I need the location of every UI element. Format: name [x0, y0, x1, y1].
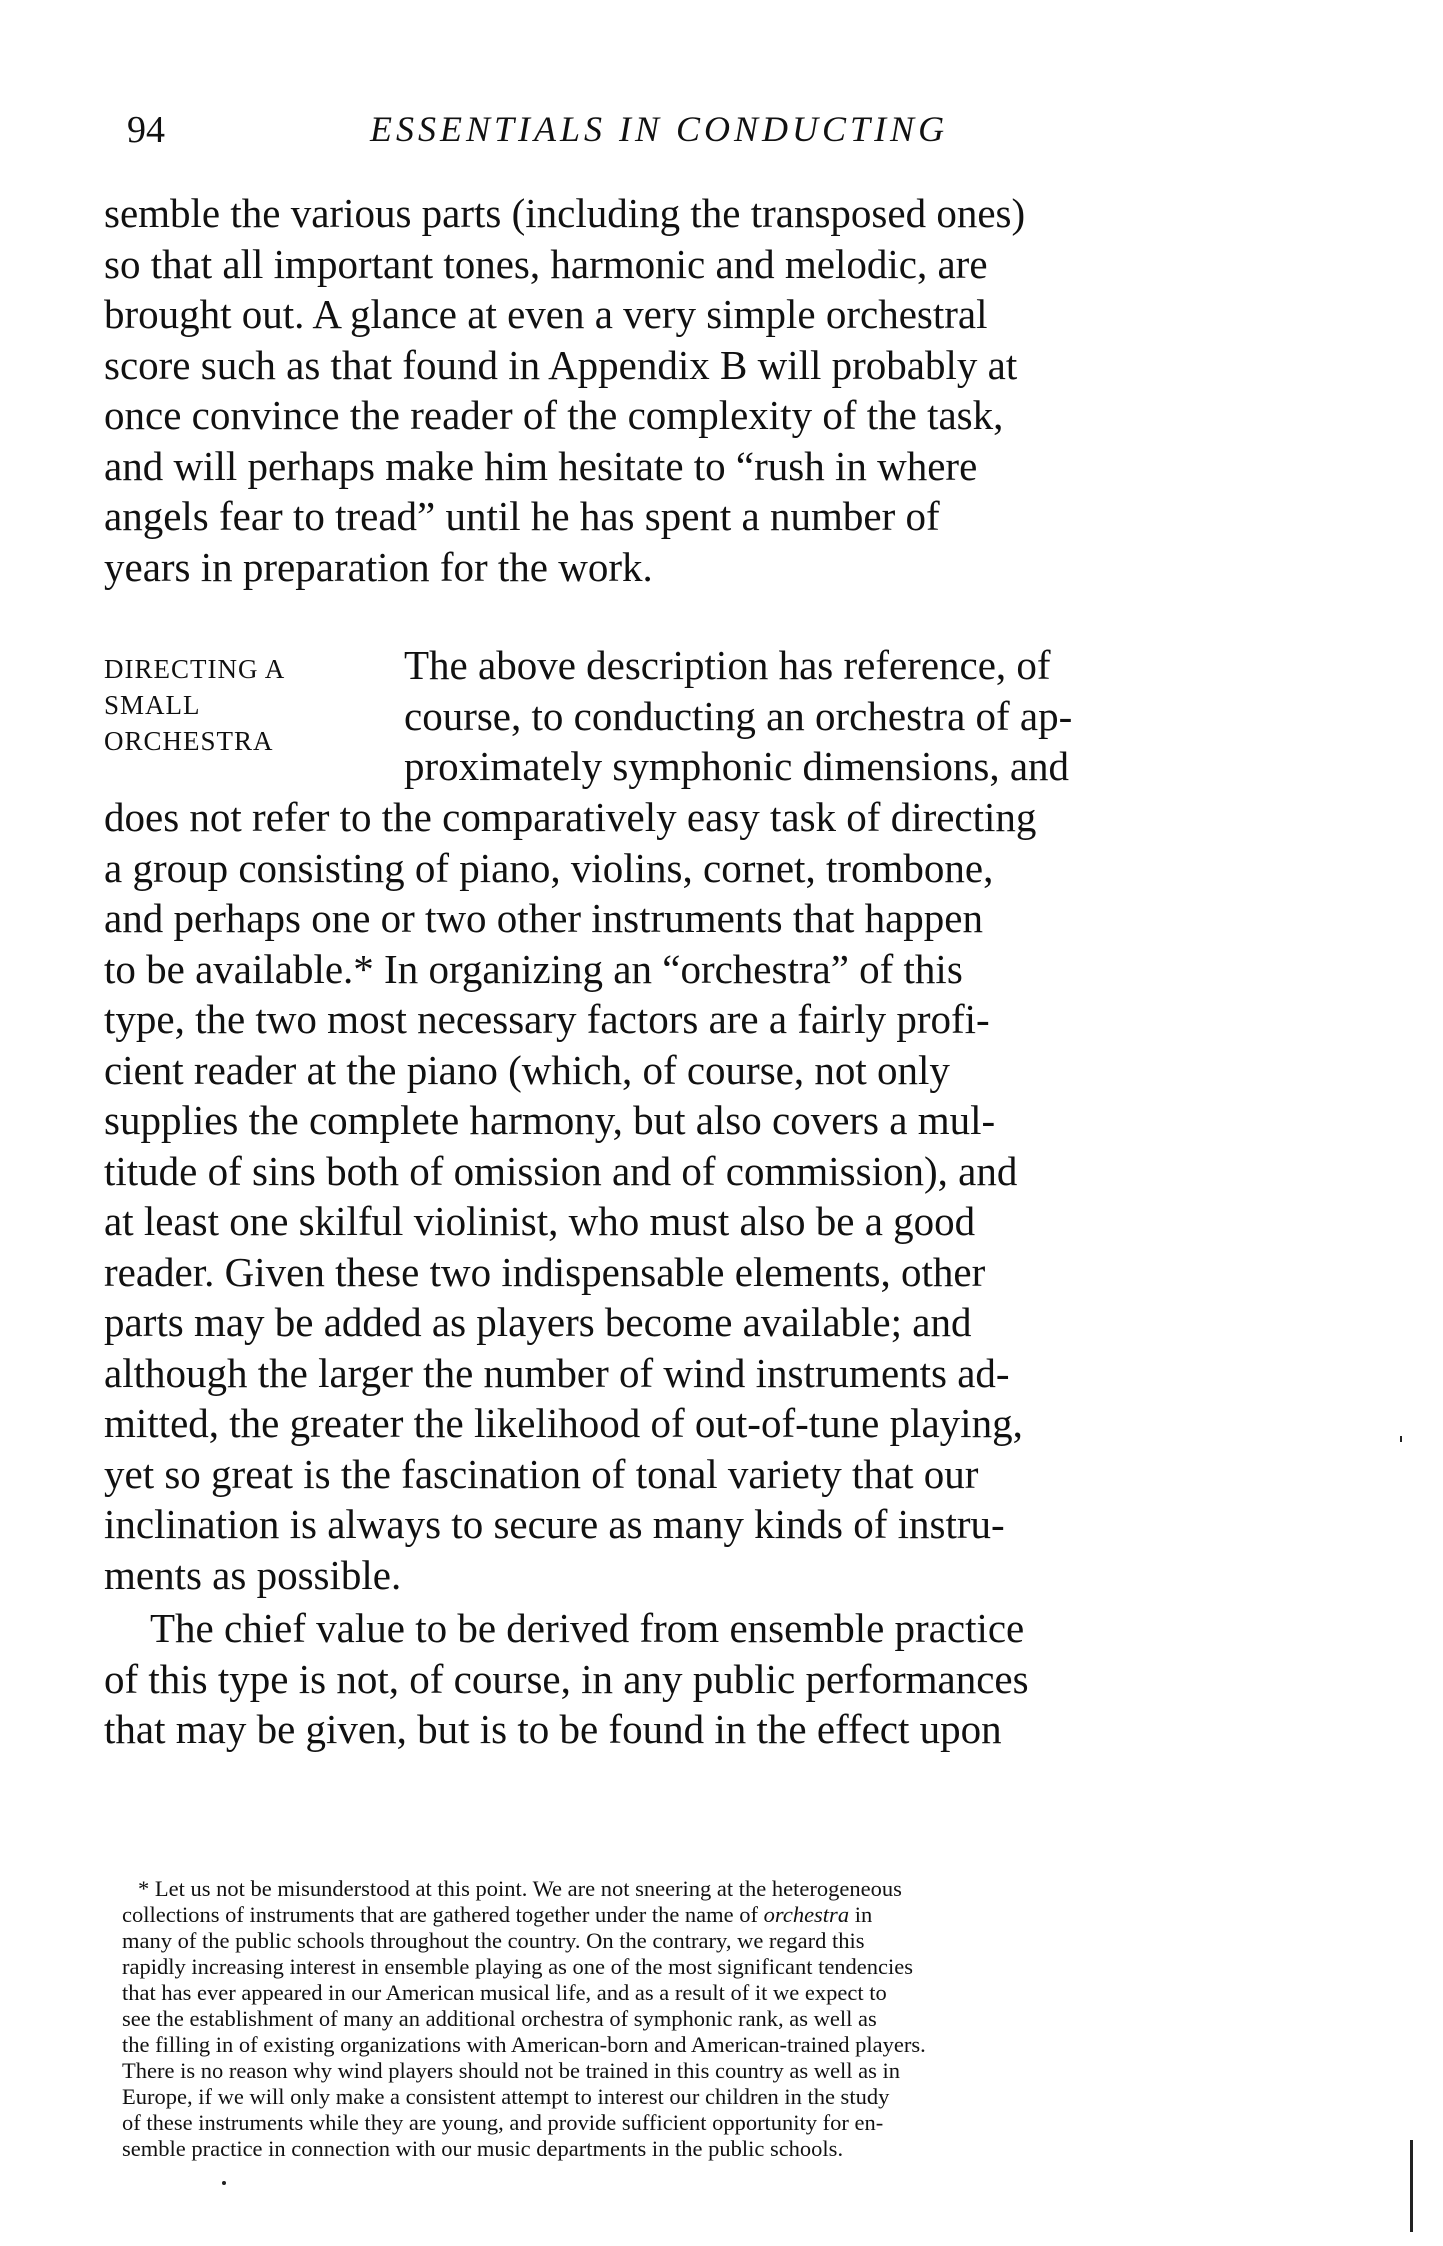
- scan-speck: [222, 2181, 226, 2185]
- footnote-line: [122, 1902, 1233, 1928]
- scan-speck: [1400, 1436, 1402, 1442]
- text-line: yet so great is the fascination of tonal variety that our: [104, 1450, 979, 1497]
- sidehead-line: ORCHESTRA: [104, 726, 274, 756]
- sidehead-line: SMALL: [104, 690, 201, 720]
- footnote-line: * Let us not be misunderstood at this point. We are not sneering at the heterogeneous: [138, 1876, 902, 1901]
- paragraph-2-lead: [404, 640, 1233, 792]
- text-line: and will perhaps make him hesitate to “rush in where: [104, 442, 978, 489]
- text-line: type, the two most necessary factors are a fairly profi-: [104, 996, 990, 1042]
- footnote-line: the filling in of existing organizations with American-born and American-trained players.: [122, 2032, 926, 2057]
- footnote-line: of these instruments while they are young, and provide sufficient opportunity for en-: [122, 2110, 884, 2135]
- footnote-text: in: [849, 1902, 873, 1927]
- paragraph-1: [104, 188, 1233, 592]
- text-line: of this type is not, of course, in any public performances: [104, 1655, 1029, 1702]
- page-number: 94: [127, 109, 165, 151]
- text-line: The chief value to be derived from ensemble practice: [150, 1605, 1025, 1651]
- text-line: angels fear to tread” until he has spent a number of: [104, 493, 940, 539]
- text-line: once convince the reader of the complexity of the task,: [104, 392, 1004, 438]
- footnote-text: collections of instruments that are gathered together under the name of: [122, 1902, 764, 1927]
- text-line: inclination is always to secure as many kinds of instru-: [104, 1501, 1005, 1547]
- text-line: a group consisting of piano, violins, cornet, trombone,: [104, 844, 994, 891]
- text-line: although the larger the number of wind instruments ad-: [104, 1349, 1010, 1396]
- text-line: supplies the complete harmony, but also covers a mul-: [104, 1097, 996, 1143]
- text-line: mitted, the greater the likelihood of out-of-tune playing,: [104, 1400, 1023, 1446]
- text-line: cient reader at the piano (which, of course, not only: [104, 1046, 950, 1093]
- sidehead-line: DIRECTING A: [104, 654, 286, 684]
- text-line: proximately symphonic dimensions, and: [404, 743, 1070, 789]
- text-line: score such as that found in Appendix B will probably at: [104, 341, 1018, 388]
- footnote-line: see the establishment of many an additional orchestra of symphonic rank, as well as: [122, 2006, 877, 2031]
- margin-sidehead: [104, 651, 384, 759]
- text-line: years in preparation for the work.: [104, 543, 653, 590]
- footnote-line: semble practice in connection with our music departments in the public schools.: [122, 2136, 844, 2161]
- text-line: to be available.* In organizing an “orchestra” of this: [104, 945, 963, 992]
- text-line: does not refer to the comparatively easy task of directing: [104, 794, 1037, 840]
- footnote: [122, 1876, 1233, 2162]
- footnote-line: that has ever appeared in our American musical life, and as a result of it we expect to: [122, 1980, 887, 2005]
- text-line: reader. Given these two indispensable elements, other: [104, 1248, 986, 1295]
- text-line: that may be given, but is to be found in the effect upon: [104, 1706, 1002, 1752]
- text-line: The above description has reference, of: [404, 642, 1051, 688]
- text-line: brought out. A glance at even a very simple orchestral: [104, 291, 988, 337]
- text-line: titude of sins both of omission and of commission), and: [104, 1147, 1018, 1194]
- footnote-line: There is no reason why wind players should not be trained in this country as well as in: [122, 2058, 900, 2083]
- text-line: at least one skilful violinist, who must also be a good: [104, 1198, 976, 1244]
- text-line: course, to conducting an orchestra of ap-: [404, 692, 1073, 739]
- text-line: ments as possible.: [104, 1551, 402, 1598]
- text-line: semble the various parts (including the transposed ones): [104, 190, 1026, 236]
- footnote-line: rapidly increasing interest in ensemble playing as one of the most significant tendencies: [122, 1954, 914, 1979]
- footnote-line: Europe, if we will only make a consistent attempt to interest our children in the study: [122, 2084, 890, 2109]
- text-line: and perhaps one or two other instruments that happen: [104, 895, 983, 941]
- text-line: parts may be added as players become available; and: [104, 1299, 972, 1345]
- running-title: ESSENTIALS IN CONDUCTING: [370, 109, 949, 149]
- footnote-line: many of the public schools throughout the country. On the contrary, we regard this: [122, 1928, 865, 1953]
- text-line: so that all important tones, harmonic and melodic, are: [104, 240, 988, 287]
- paragraph-2: [104, 792, 1233, 1600]
- footnote-italic: orchestra: [763, 1902, 850, 1927]
- scan-edge-mark: [1410, 2140, 1413, 2232]
- paragraph-3: [104, 1603, 1233, 1755]
